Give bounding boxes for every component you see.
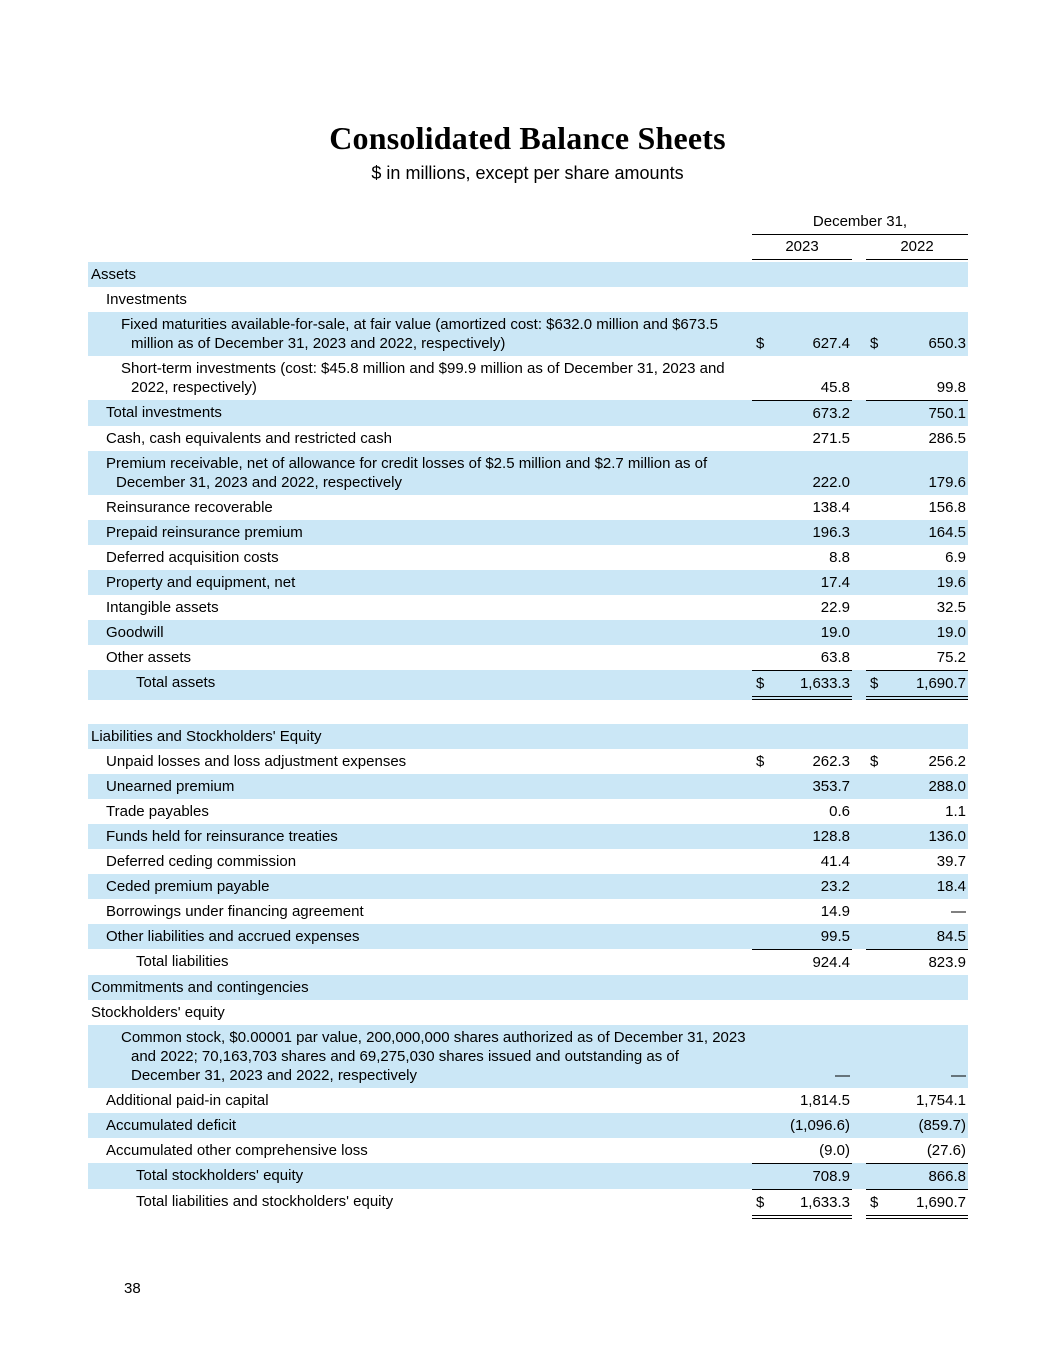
column-gap [852, 975, 866, 1000]
page-title: Consolidated Balance Sheets [329, 120, 726, 156]
table-row [88, 1189, 968, 1219]
dollar-sign: $ [756, 753, 765, 770]
amount-cell-2022 [866, 595, 968, 620]
column-gap [852, 824, 866, 849]
amount-cell-2023 [752, 874, 852, 899]
amount-cell-2023 [752, 262, 852, 287]
amount-cell-2022 [866, 949, 968, 975]
amount-cell-2022 [866, 1025, 968, 1088]
row-label: Additional paid-in capital [106, 1092, 269, 1109]
amount-cell-2022 [866, 400, 968, 426]
amount-value: 19.6 [936, 574, 966, 591]
table-row [88, 849, 968, 874]
amount-cell-2022 [866, 749, 968, 774]
row-label: Intangible assets [106, 599, 219, 616]
amount-cell-2022 [866, 874, 968, 899]
amount-cell-2022 [866, 1138, 968, 1163]
amount-value: 41.4 [820, 853, 850, 870]
amount-value: 1,814.5 [799, 1092, 850, 1109]
row-label: Deferred acquisition costs [106, 549, 279, 566]
amount-cell-2023 [752, 799, 852, 824]
row-label: Ceded premium payable [106, 878, 270, 895]
page-number: 38 [124, 1280, 141, 1297]
table-row [88, 1163, 968, 1189]
column-gap [852, 1000, 866, 1025]
table-row [88, 545, 968, 570]
amount-cell-2023 [752, 670, 852, 700]
column-gap [852, 874, 866, 899]
amount-value: 673.2 [812, 405, 850, 422]
amount-cell-2022 [866, 899, 968, 924]
row-label: Unpaid losses and loss adjustment expenses [106, 753, 407, 770]
column-gap [852, 1088, 866, 1113]
column-gap [852, 545, 866, 570]
amount-value: 136.0 [928, 828, 966, 845]
amount-value: 14.9 [820, 903, 850, 920]
table-row [88, 724, 968, 749]
amount-value: — [951, 903, 966, 920]
amount-value: 708.9 [812, 1168, 850, 1185]
amount-value: 19.0 [936, 624, 966, 641]
amount-value: 99.8 [936, 379, 966, 396]
row-label: Commitments and contingencies [91, 979, 309, 996]
amount-cell-2022 [866, 975, 968, 1000]
row-label: Liabilities and Stockholders' Equity [91, 728, 322, 745]
amount-value: 8.8 [829, 549, 850, 566]
amount-cell-2023 [752, 849, 852, 874]
row-label: Unearned premium [106, 778, 235, 795]
row-label: Funds held for reinsurance treaties [106, 828, 338, 845]
amount-value: (859.7) [918, 1117, 966, 1134]
dollar-sign: $ [870, 753, 879, 770]
amount-value: 39.7 [936, 853, 966, 870]
table-row [88, 520, 968, 545]
amount-value: 17.4 [820, 574, 850, 591]
amount-value: (1,096.6) [789, 1117, 850, 1134]
column-gap [852, 451, 866, 495]
dollar-sign: $ [870, 335, 879, 352]
date-header: December 31, [752, 212, 968, 235]
table-row [88, 975, 968, 1000]
row-label: Deferred ceding commission [106, 853, 297, 870]
amount-cell-2023 [752, 520, 852, 545]
amount-value: 271.5 [812, 430, 850, 447]
amount-cell-2022 [866, 724, 968, 749]
amount-cell-2022 [866, 774, 968, 799]
row-label: Other liabilities and accrued expenses [106, 928, 360, 945]
row-label: Premium receivable, net of allowance for credit losses of $2.5 million and $2.7 million as of December 31, 2023 and 2022, respectively [106, 455, 708, 491]
table-row [88, 400, 968, 426]
column-gap [852, 924, 866, 949]
table-row [88, 799, 968, 824]
amount-value: 19.0 [820, 624, 850, 641]
amount-cell-2022 [866, 570, 968, 595]
column-gap [852, 400, 866, 426]
table-row [88, 570, 968, 595]
table-row [88, 749, 968, 774]
amount-cell-2023 [752, 1025, 852, 1088]
amount-value: 222.0 [812, 474, 850, 491]
amount-cell-2022 [866, 262, 968, 287]
amount-value: 866.8 [928, 1168, 966, 1185]
amount-value: 750.1 [928, 405, 966, 422]
column-gap [852, 670, 866, 700]
row-label: Total investments [106, 404, 222, 421]
table-row [88, 774, 968, 799]
dollar-sign: $ [756, 675, 765, 692]
table-row [88, 620, 968, 645]
row-label: Common stock, $0.00001 par value, 200,000,000 shares authorized as of December 31, 2023 and 2022; 70,163,703 shares and 69,275,030 shares issued and outstanding as of December 31, 2023 and 2022, respectively [121, 1029, 746, 1084]
amount-value: 823.9 [928, 954, 966, 971]
table-row [88, 1000, 968, 1025]
amount-cell-2023 [752, 1113, 852, 1138]
amount-value: 1,754.1 [915, 1092, 966, 1109]
amount-cell-2022 [866, 495, 968, 520]
table-row [88, 1025, 968, 1088]
amount-cell-2023 [752, 824, 852, 849]
table-row [88, 595, 968, 620]
amount-cell-2023 [752, 1189, 852, 1219]
row-label: Other assets [106, 649, 192, 666]
amount-cell-2022 [866, 645, 968, 670]
amount-value: 288.0 [928, 778, 966, 795]
year-header-row [88, 237, 968, 262]
row-label: Assets [91, 266, 137, 283]
column-gap [852, 312, 866, 356]
balance-sheet-rows [88, 262, 968, 1219]
amount-value: 128.8 [812, 828, 850, 845]
amount-value: 924.4 [812, 954, 850, 971]
amount-cell-2022 [866, 287, 968, 312]
amount-value: 18.4 [936, 878, 966, 895]
table-row [88, 1138, 968, 1163]
amount-cell-2023 [752, 570, 852, 595]
column-gap [852, 356, 866, 400]
amount-cell-2022 [866, 670, 968, 700]
row-label: Borrowings under financing agreement [106, 903, 364, 920]
row-label: Accumulated deficit [106, 1117, 237, 1134]
table-row [88, 899, 968, 924]
year-header-2022: 2022 [866, 237, 968, 260]
row-label: Investments [106, 291, 187, 308]
column-gap [852, 724, 866, 749]
amount-cell-2022 [866, 620, 968, 645]
column-gap [852, 237, 866, 262]
amount-cell-2023 [752, 924, 852, 949]
amount-value: 63.8 [820, 649, 850, 666]
amount-value: 84.5 [936, 928, 966, 945]
dollar-sign: $ [756, 335, 765, 352]
column-gap [852, 1189, 866, 1219]
column-gap [852, 620, 866, 645]
amount-cell-2023 [752, 1163, 852, 1189]
amount-cell-2023 [752, 545, 852, 570]
row-label: Goodwill [106, 624, 164, 641]
amount-cell-2022 [866, 924, 968, 949]
table-row [88, 1088, 968, 1113]
amount-value: 179.6 [928, 474, 966, 491]
amount-cell-2023 [752, 356, 852, 400]
row-label: Total liabilities and stockholders' equity [136, 1193, 394, 1210]
amount-cell-2022 [866, 520, 968, 545]
amount-cell-2023 [752, 595, 852, 620]
year-header-2023: 2023 [752, 237, 852, 260]
column-gap [852, 287, 866, 312]
row-label: Total liabilities [136, 953, 229, 970]
column-gap [852, 495, 866, 520]
amount-value: 1.1 [945, 803, 966, 820]
amount-cell-2022 [866, 1163, 968, 1189]
amount-value: 32.5 [936, 599, 966, 616]
amount-cell-2023 [752, 495, 852, 520]
row-label: Fixed maturities available-for-sale, at fair value (amortized cost: $632.0 million and $673.5 million as of December 31, 2023 and 2022, respectively) [121, 316, 718, 352]
amount-value: 164.5 [928, 524, 966, 541]
table-row [88, 262, 968, 287]
amount-value: 1,633.3 [799, 675, 850, 692]
row-label: Accumulated other comprehensive loss [106, 1142, 368, 1159]
table-row [88, 356, 968, 400]
column-gap [852, 1163, 866, 1189]
column-gap [852, 520, 866, 545]
row-label: Total assets [136, 674, 216, 691]
amount-value: 353.7 [812, 778, 850, 795]
amount-cell-2023 [752, 949, 852, 975]
amount-cell-2022 [866, 1000, 968, 1025]
column-gap [852, 1138, 866, 1163]
table-row [88, 645, 968, 670]
amount-value: 196.3 [812, 524, 850, 541]
row-label: Trade payables [106, 803, 209, 820]
amount-cell-2022 [866, 451, 968, 495]
amount-cell-2022 [866, 312, 968, 356]
amount-value: 6.9 [945, 549, 966, 566]
amount-cell-2022 [866, 849, 968, 874]
table-row [88, 287, 968, 312]
column-gap [852, 774, 866, 799]
date-header-row [88, 212, 968, 237]
page-subtitle: $ in millions, except per share amounts [371, 163, 684, 183]
row-label: Cash, cash equivalents and restricted cash [106, 430, 392, 447]
amount-cell-2022 [866, 1088, 968, 1113]
row-label: Prepaid reinsurance premium [106, 524, 303, 541]
amount-value: 1,633.3 [799, 1194, 850, 1211]
row-label: Total stockholders' equity [136, 1167, 304, 1184]
dollar-sign: $ [870, 675, 879, 692]
amount-cell-2023 [752, 724, 852, 749]
table-row [88, 426, 968, 451]
column-gap [852, 645, 866, 670]
column-gap [852, 595, 866, 620]
amount-cell-2023 [752, 1138, 852, 1163]
amount-cell-2022 [866, 356, 968, 400]
amount-value: 138.4 [812, 499, 850, 516]
amount-cell-2023 [752, 1000, 852, 1025]
row-label: Reinsurance recoverable [106, 499, 273, 516]
amount-value: 256.2 [928, 753, 966, 770]
amount-cell-2023 [752, 1088, 852, 1113]
amount-cell-2023 [752, 749, 852, 774]
amount-cell-2023 [752, 312, 852, 356]
amount-value: 22.9 [820, 599, 850, 616]
amount-value: 23.2 [820, 878, 850, 895]
row-label: Stockholders' equity [91, 1004, 225, 1021]
column-gap [852, 749, 866, 774]
row-label: Short-term investments (cost: $45.8 million and $99.9 million as of December 31, 2023 and 2022, respectively) [121, 360, 725, 396]
column-gap [852, 849, 866, 874]
amount-value: (27.6) [926, 1142, 966, 1159]
dollar-sign: $ [756, 1194, 765, 1211]
amount-value: — [835, 1067, 850, 1084]
column-gap [852, 899, 866, 924]
amount-cell-2022 [866, 1189, 968, 1219]
amount-value: 627.4 [812, 335, 850, 352]
header-spacer [88, 212, 752, 237]
amount-cell-2023 [752, 620, 852, 645]
balance-sheet-table [88, 212, 968, 1219]
column-gap [852, 426, 866, 451]
amount-value: 286.5 [928, 430, 966, 447]
column-gap [852, 262, 866, 287]
column-gap [852, 1113, 866, 1138]
amount-value: 1,690.7 [915, 675, 966, 692]
table-row [88, 949, 968, 975]
table-row [88, 451, 968, 495]
table-row [88, 924, 968, 949]
amount-cell-2023 [752, 899, 852, 924]
amount-value: 156.8 [928, 499, 966, 516]
column-gap [852, 799, 866, 824]
amount-value: (9.0) [819, 1142, 850, 1159]
dollar-sign: $ [870, 1194, 879, 1211]
row-label: Property and equipment, net [106, 574, 296, 591]
amount-cell-2022 [866, 824, 968, 849]
amount-value: 0.6 [829, 803, 850, 820]
amount-cell-2022 [866, 799, 968, 824]
amount-cell-2023 [752, 645, 852, 670]
table-row [88, 312, 968, 356]
amount-cell-2022 [866, 1113, 968, 1138]
amount-value: 650.3 [928, 335, 966, 352]
amount-cell-2022 [866, 545, 968, 570]
amount-value: — [951, 1067, 966, 1084]
column-gap [852, 570, 866, 595]
table-row [88, 495, 968, 520]
table-row [88, 874, 968, 899]
amount-cell-2023 [752, 287, 852, 312]
amount-cell-2023 [752, 451, 852, 495]
header-spacer [88, 237, 752, 262]
amount-cell-2022 [866, 426, 968, 451]
amount-cell-2023 [752, 426, 852, 451]
amount-cell-2023 [752, 975, 852, 1000]
table-row [88, 1113, 968, 1138]
amount-value: 45.8 [820, 379, 850, 396]
table-row [88, 824, 968, 849]
amount-value: 262.3 [812, 753, 850, 770]
table-row [88, 670, 968, 700]
spacer-row [88, 700, 968, 724]
amount-value: 99.5 [820, 928, 850, 945]
amount-value: 1,690.7 [915, 1194, 966, 1211]
amount-value: 75.2 [936, 649, 966, 666]
amount-cell-2023 [752, 774, 852, 799]
amount-cell-2023 [752, 400, 852, 426]
column-gap [852, 1025, 866, 1088]
column-gap [852, 949, 866, 975]
